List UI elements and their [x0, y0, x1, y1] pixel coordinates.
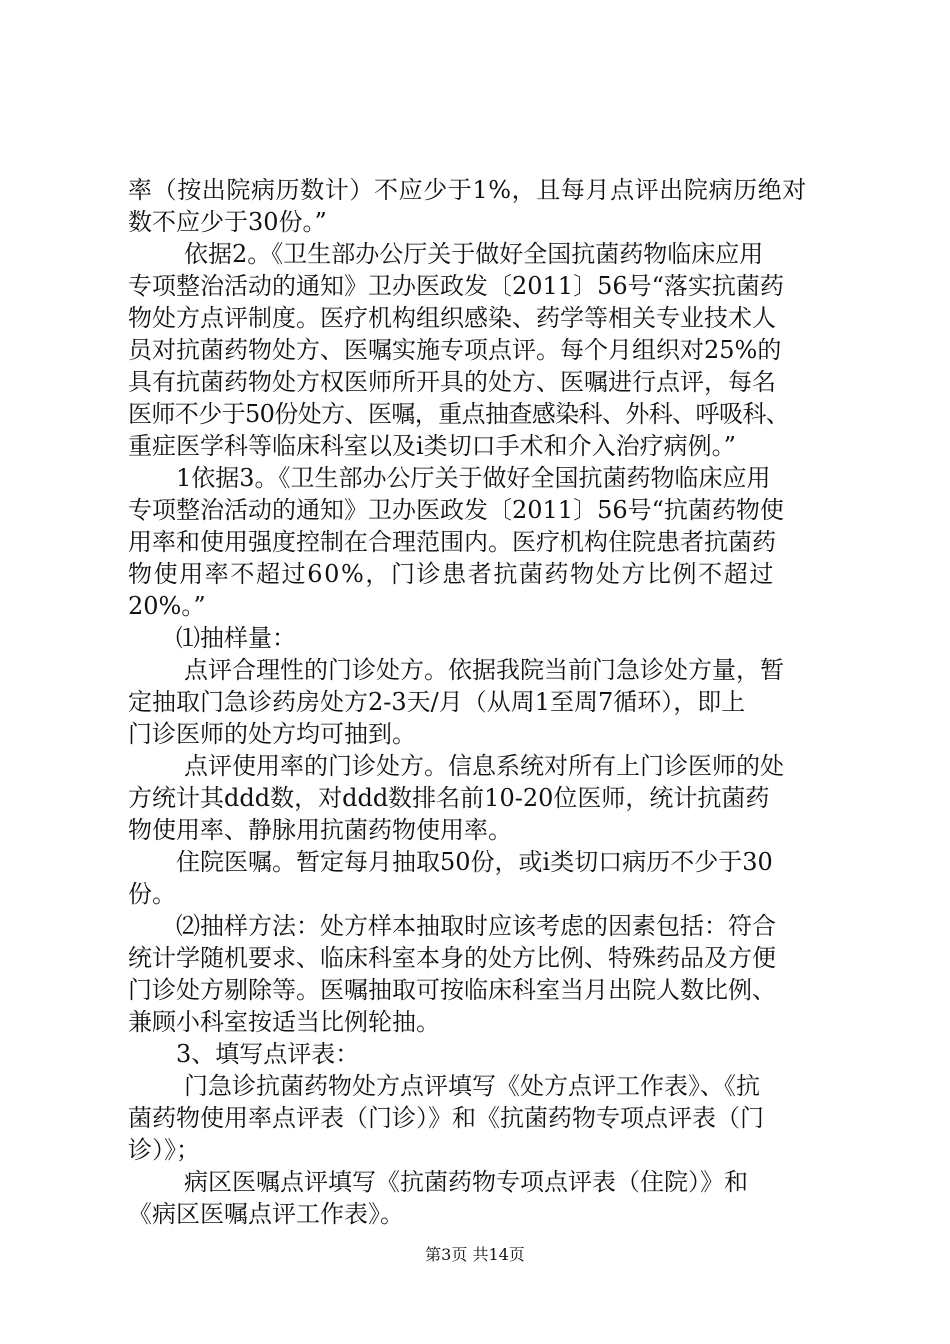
body-line-11: 专项整治活动的通知》卫办医政发〔2011〕56号“抗菌药物使	[128, 496, 784, 524]
body-line-16: 点评合理性的门诊处方。依据我院当前门急诊处方量，暂	[160, 656, 784, 684]
body-line-2: 数不应少于30份。”	[128, 208, 327, 236]
body-line-18: 门诊医师的处方均可抽到。	[128, 720, 416, 748]
body-line-8: 医师不少于50份处方、医嘱，重点抽查感染科、外科、呼吸科、	[128, 400, 790, 428]
body-line-4: 专项整治活动的通知》卫办医政发〔2011〕56号“落实抗菌药	[128, 272, 784, 300]
body-line-22: 住院医嘱。暂定每月抽取50份，或i类切口病历不少于30	[176, 848, 773, 876]
body-line-29: 门急诊抗菌药物处方点评填写《处方点评工作表》、《抗	[160, 1072, 760, 1100]
body-line-20: 方统计其ddd数，对ddd数排名前10-20位医师，统计抗菌药	[128, 784, 770, 812]
body-line-23: 份。	[128, 880, 176, 908]
body-line-12: 用率和使用强度控制在合理范围内。医疗机构住院患者抗菌药	[128, 528, 776, 556]
body-line-33: 《病区医嘱点评工作表》。	[128, 1200, 404, 1228]
body-line-25: 统计学随机要求、临床科室本身的处方比例、特殊药品及方便	[128, 944, 776, 972]
body-line-5: 物处方点评制度。医疗机构组织感染、药学等相关专业技术人	[128, 304, 776, 332]
body-line-14: 20%。”	[128, 592, 206, 620]
body-line-28: 3、填写点评表：	[176, 1040, 360, 1068]
page-footer: 第3页 共14页	[425, 1245, 525, 1264]
body-line-24: ⑵抽样方法：处方样本抽取时应该考虑的因素包括：符合	[176, 912, 776, 940]
body-line-15: ⑴抽样量：	[176, 624, 296, 652]
body-line-9: 重症医学科等临床科室以及i类切口手术和介入治疗病例。”	[128, 432, 736, 460]
body-line-21: 物使用率、静脉用抗菌药物使用率。	[128, 816, 512, 844]
body-line-7: 具有抗菌药物处方权医师所开具的处方、医嘱进行点评，每名	[128, 368, 776, 396]
body-line-30: 菌药物使用率点评表（门诊）》和《抗菌药物专项点评表（门	[128, 1104, 764, 1132]
body-line-26: 门诊处方剔除等。医嘱抽取可按临床科室当月出院人数比例、	[128, 976, 776, 1004]
body-line-17: 定抽取门急诊药房处方2-3天/月（从周1至周7循环），即上	[128, 688, 746, 716]
body-line-10: 1依据3。《卫生部办公厅关于做好全国抗菌药物临床应用	[176, 464, 771, 492]
body-line-13: 物使用率不超过60%，门诊患者抗菌药物处方比例不超过	[128, 560, 775, 588]
body-line-31: 诊）》；	[128, 1136, 200, 1164]
body-line-32: 病区医嘱点评填写《抗菌药物专项点评表（住院）》和	[160, 1168, 748, 1196]
body-line-1: 率（按出院病历数计）不应少于1%，且每月点评出院病历绝对	[128, 176, 807, 204]
body-line-19: 点评使用率的门诊处方。信息系统对所有上门诊医师的处	[160, 752, 784, 780]
body-line-6: 员对抗菌药物处方、医嘱实施专项点评。每个月组织对25%的	[128, 336, 782, 364]
body-line-27: 兼顾小科室按适当比例轮抽。	[128, 1008, 440, 1036]
body-line-3: 依据2。《卫生部办公厅关于做好全国抗菌药物临床应用	[160, 240, 764, 268]
